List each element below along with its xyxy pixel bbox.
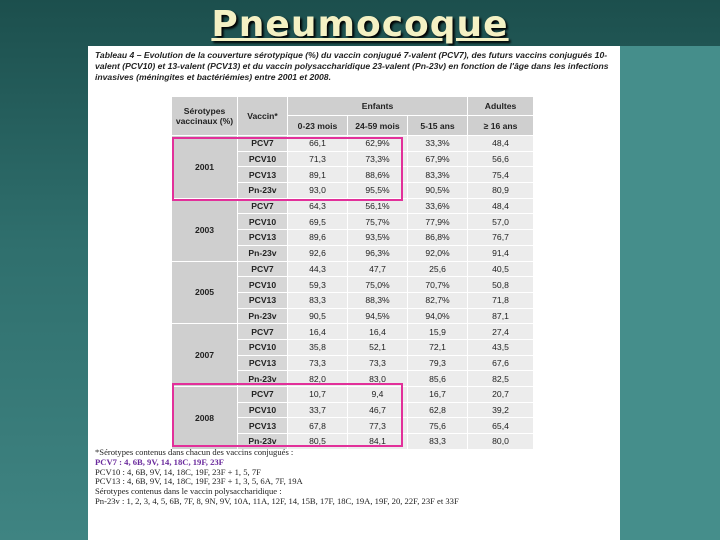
footnotes bbox=[95, 448, 615, 507]
note-pcv7 bbox=[95, 458, 615, 468]
coverage-value-cell: 70,7% bbox=[408, 277, 468, 293]
vaccine-cell: PCV7 bbox=[238, 324, 288, 340]
coverage-value-cell: 72,1 bbox=[408, 339, 468, 355]
header-age-16-plus: ≥ 16 ans bbox=[468, 116, 534, 136]
coverage-value-cell: 69,5 bbox=[288, 214, 348, 230]
coverage-value-cell: 48,4 bbox=[468, 198, 534, 214]
vaccine-cell: PCV7 bbox=[238, 261, 288, 277]
coverage-value-cell: 92,0% bbox=[408, 245, 468, 261]
vaccine-cell: PCV13 bbox=[238, 167, 288, 183]
coverage-value-cell: 66,1 bbox=[288, 136, 348, 152]
vaccine-cell: PCV7 bbox=[238, 136, 288, 152]
header-age-5-15: 5-15 ans bbox=[408, 116, 468, 136]
coverage-value-cell: 50,8 bbox=[468, 277, 534, 293]
coverage-value-cell: 39,2 bbox=[468, 402, 534, 418]
vaccine-cell: PCV7 bbox=[238, 387, 288, 403]
coverage-value-cell: 79,3 bbox=[408, 355, 468, 371]
coverage-value-cell: 62,9% bbox=[348, 136, 408, 152]
vaccine-cell: Pn-23v bbox=[238, 308, 288, 324]
coverage-value-cell: 88,6% bbox=[348, 167, 408, 183]
note-pcv10 bbox=[95, 468, 615, 478]
coverage-value-cell: 94,5% bbox=[348, 308, 408, 324]
document-image bbox=[88, 46, 620, 540]
coverage-value-cell: 59,3 bbox=[288, 277, 348, 293]
coverage-value-cell: 43,5 bbox=[468, 339, 534, 355]
coverage-value-cell: 71,8 bbox=[468, 292, 534, 308]
coverage-value-cell: 57,0 bbox=[468, 214, 534, 230]
coverage-value-cell: 20,7 bbox=[468, 387, 534, 403]
coverage-value-cell: 52,1 bbox=[348, 339, 408, 355]
coverage-value-cell: 73,3% bbox=[348, 151, 408, 167]
coverage-value-cell: 93,0 bbox=[288, 183, 348, 199]
coverage-value-cell: 33,7 bbox=[288, 402, 348, 418]
vaccine-cell: PCV10 bbox=[238, 402, 288, 418]
vaccine-cell: Pn-23v bbox=[238, 183, 288, 199]
coverage-value-cell: 33,6% bbox=[408, 198, 468, 214]
coverage-value-cell: 16,4 bbox=[288, 324, 348, 340]
coverage-value-cell: 67,8 bbox=[288, 418, 348, 434]
coverage-value-cell: 40,5 bbox=[468, 261, 534, 277]
coverage-value-cell: 82,7% bbox=[408, 292, 468, 308]
coverage-value-cell: 48,4 bbox=[468, 136, 534, 152]
vaccine-cell: PCV7 bbox=[238, 198, 288, 214]
highlight-box-2008 bbox=[172, 383, 403, 447]
header-serotypes: Sérotypes vaccinaux (%) bbox=[172, 97, 238, 136]
note-intro: *Sérotypes contenus dans chacun des vaccins conjugués : bbox=[95, 448, 294, 457]
coverage-value-cell: 93,5% bbox=[348, 230, 408, 246]
coverage-value-cell: 83,3% bbox=[408, 167, 468, 183]
vaccine-cell: PCV13 bbox=[238, 355, 288, 371]
coverage-value-cell: 80,0 bbox=[468, 434, 534, 450]
coverage-value-cell: 83,3 bbox=[288, 292, 348, 308]
coverage-value-cell: 89,1 bbox=[288, 167, 348, 183]
coverage-value-cell: 80,5 bbox=[288, 434, 348, 450]
coverage-value-cell: 86,8% bbox=[408, 230, 468, 246]
coverage-value-cell: 96,3% bbox=[348, 245, 408, 261]
coverage-value-cell: 84,1 bbox=[348, 434, 408, 450]
vaccine-cell: PCV10 bbox=[238, 151, 288, 167]
coverage-value-cell: 83,0 bbox=[348, 371, 408, 387]
vaccine-cell: PCV13 bbox=[238, 230, 288, 246]
year-cell: 2005 bbox=[172, 261, 238, 324]
coverage-value-cell: 91,4 bbox=[468, 245, 534, 261]
vaccine-cell: PCV10 bbox=[238, 339, 288, 355]
coverage-value-cell: 67,6 bbox=[468, 355, 534, 371]
coverage-value-cell: 64,3 bbox=[288, 198, 348, 214]
coverage-value-cell: 76,7 bbox=[468, 230, 534, 246]
vaccine-cell: Pn-23v bbox=[238, 245, 288, 261]
coverage-value-cell: 62,8 bbox=[408, 402, 468, 418]
year-cell: 2001 bbox=[172, 136, 238, 199]
slide-side-strip bbox=[620, 46, 720, 540]
coverage-value-cell: 25,6 bbox=[408, 261, 468, 277]
note-pcv13 bbox=[95, 477, 615, 487]
coverage-value-cell: 90,5 bbox=[288, 308, 348, 324]
note-poly-intro: Sérotypes contenus dans le vaccin polysaccharidique : bbox=[95, 487, 282, 497]
vaccine-cell: Pn-23v bbox=[238, 434, 288, 450]
note-pcv7-serotypes: 4, 6B, 9V, 14, 18C, 19F, 23F bbox=[124, 457, 224, 467]
coverage-value-cell: 73,3 bbox=[288, 355, 348, 371]
coverage-value-cell: 75,7% bbox=[348, 214, 408, 230]
coverage-value-cell: 56,1% bbox=[348, 198, 408, 214]
coverage-value-cell: 9,4 bbox=[348, 387, 408, 403]
coverage-value-cell: 85,6 bbox=[408, 371, 468, 387]
year-cell: 2003 bbox=[172, 198, 238, 261]
note-pcv13-label: PCV13 : bbox=[95, 477, 125, 487]
vaccine-cell: PCV10 bbox=[238, 214, 288, 230]
coverage-value-cell: 75,4 bbox=[468, 167, 534, 183]
note-pcv13-serotypes: 4, 6B, 9V, 14, 18C, 19F, 23F + 1, 3, 5, 6A, 7F, 19A bbox=[127, 477, 303, 487]
coverage-value-cell: 65,4 bbox=[468, 418, 534, 434]
coverage-value-cell: 44,3 bbox=[288, 261, 348, 277]
coverage-value-cell: 94,0% bbox=[408, 308, 468, 324]
header-enfants: Enfants bbox=[288, 97, 468, 116]
coverage-value-cell: 82,0 bbox=[288, 371, 348, 387]
header-age-24-59: 24-59 mois bbox=[348, 116, 408, 136]
slide-title: Pneumocoque bbox=[211, 4, 509, 45]
note-pn23-serotypes: 1, 2, 3, 4, 5, 6B, 7F, 8, 9N, 9V, 10A, 11A, 12F, 14, 15B, 17F, 18C, 19A, 19F, 20, 22F, 23F et 33F bbox=[126, 496, 459, 506]
coverage-value-cell: 82,5 bbox=[468, 371, 534, 387]
note-pcv10-serotypes: 4, 6B, 9V, 14, 18C, 19F, 23F + 1, 5, 7F bbox=[127, 467, 261, 477]
coverage-value-cell: 73,3 bbox=[348, 355, 408, 371]
coverage-value-cell: 90,5% bbox=[408, 183, 468, 199]
coverage-value-cell: 87,1 bbox=[468, 308, 534, 324]
note-pcv7-label: PCV7 : bbox=[95, 457, 122, 467]
vaccine-cell: Pn-23v bbox=[238, 371, 288, 387]
highlight-box-2001 bbox=[172, 137, 403, 201]
coverage-value-cell: 75,0% bbox=[348, 277, 408, 293]
vaccine-cell: PCV13 bbox=[238, 292, 288, 308]
coverage-value-cell: 67,9% bbox=[408, 151, 468, 167]
coverage-value-cell: 77,3 bbox=[348, 418, 408, 434]
coverage-value-cell: 16,7 bbox=[408, 387, 468, 403]
coverage-value-cell: 77,9% bbox=[408, 214, 468, 230]
coverage-value-cell: 46,7 bbox=[348, 402, 408, 418]
header-age-0-23: 0-23 mois bbox=[288, 116, 348, 136]
header-vaccin: Vaccin* bbox=[238, 97, 288, 136]
coverage-value-cell: 88,3% bbox=[348, 292, 408, 308]
coverage-value-cell: 71,3 bbox=[288, 151, 348, 167]
coverage-value-cell: 27,4 bbox=[468, 324, 534, 340]
note-pn23-label: Pn-23v : bbox=[95, 496, 125, 506]
table-row bbox=[172, 261, 534, 277]
coverage-value-cell: 47,7 bbox=[348, 261, 408, 277]
coverage-value-cell: 33,3% bbox=[408, 136, 468, 152]
year-cell: 2008 bbox=[172, 387, 238, 450]
coverage-value-cell: 83,3 bbox=[408, 434, 468, 450]
note-pcv10-label: PCV10 : bbox=[95, 467, 125, 477]
coverage-value-cell: 89,6 bbox=[288, 230, 348, 246]
table-caption: Tableau 4 – Evolution de la couverture sérotypique (%) du vaccin conjugué 7-valent (PCV7), des futurs vaccins conjugués 10-valent (PCV10) et 13-valent (PCV13) et du vaccin polysaccharidique 23-valent (Pn-23v) en fonction de l'âge dans les infections invasives (méningites et bactériémies) entre 2001 et 2008. bbox=[95, 50, 609, 82]
header-adultes: Adultes bbox=[468, 97, 534, 116]
coverage-value-cell: 92,6 bbox=[288, 245, 348, 261]
table-row bbox=[172, 324, 534, 340]
coverage-value-cell: 15,9 bbox=[408, 324, 468, 340]
coverage-value-cell: 75,6 bbox=[408, 418, 468, 434]
year-cell: 2007 bbox=[172, 324, 238, 387]
coverage-value-cell: 16,4 bbox=[348, 324, 408, 340]
note-pn23 bbox=[95, 497, 615, 507]
coverage-value-cell: 35,8 bbox=[288, 339, 348, 355]
coverage-value-cell: 95,5% bbox=[348, 183, 408, 199]
coverage-value-cell: 80,9 bbox=[468, 183, 534, 199]
vaccine-cell: PCV10 bbox=[238, 277, 288, 293]
vaccine-cell: PCV13 bbox=[238, 418, 288, 434]
coverage-value-cell: 10,7 bbox=[288, 387, 348, 403]
coverage-value-cell: 56,6 bbox=[468, 151, 534, 167]
